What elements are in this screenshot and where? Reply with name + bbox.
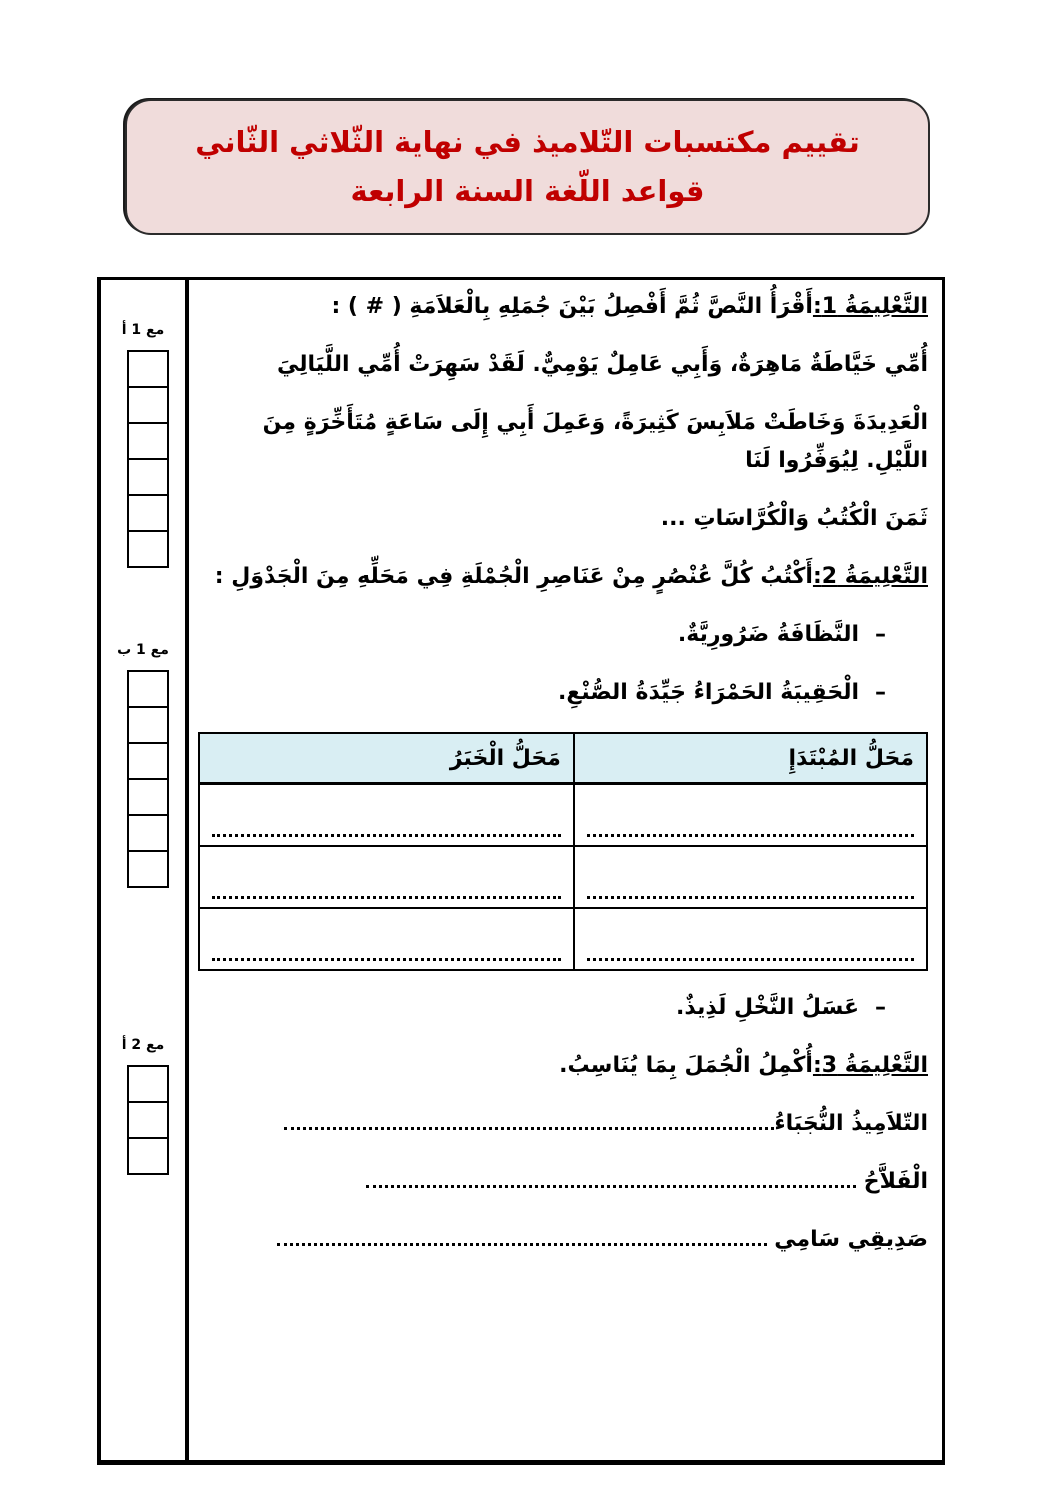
score-group-3 — [101, 1037, 185, 1175]
answer-cell — [574, 784, 927, 847]
answer-cell — [574, 908, 927, 970]
dotted-blank-1 — [284, 1123, 774, 1130]
exercise-3-fill-line-1 — [198, 1105, 928, 1143]
exercise-2-bullet-2-text: الْحَقِيبَةُ الحَمْرَاءُ جَيِّدَةُ الصُّنْعِ. — [557, 680, 859, 705]
score-group-2-boxes — [127, 670, 167, 888]
dash-bullet: – — [875, 680, 886, 705]
exercise-3-heading: التَّعْلِيمَةُ 3: — [812, 1053, 928, 1078]
exercise-1-heading: التَّعْلِيمَةُ 1: — [812, 294, 928, 319]
exercise-1-text-line-2: الْعَدِيدَةَ وَخَاطَتْ مَلاَبِسَ كَثِيرَةً، وَعَمِلَ أَبِي إِلَى سَاعَةٍ مُتَأَخِّرَةٍ مِنَ اللَّيْلِ. لِيُوَفِّرُوا لَنَا — [262, 410, 928, 473]
exercise-2-bullet-1-text: النَّظَافَةُ ضَرُورِيَّةٌ. — [677, 622, 859, 647]
dotted-blank-2 — [366, 1181, 856, 1188]
answer-table-header-row — [199, 733, 927, 784]
exercise-3-fill-line-2 — [198, 1163, 928, 1201]
exercise-2-bullet-3 — [198, 989, 928, 1027]
answer-cell — [199, 784, 574, 847]
exercise-2-bullet-1 — [198, 616, 928, 654]
score-group-3-boxes — [127, 1065, 167, 1175]
score-group-3-label: مع 2 أ — [121, 1037, 165, 1053]
title-line-2: قواعد اللّغة السنة الرابعة — [350, 174, 705, 208]
exercise-1-text-line-1: أُمِّي خَيَّاطَةٌ مَاهِرَةٌ، وَأَبِي عَامِلٌ يَوْمِيٌّ. لَقَدْ سَهِرَتْ أُمِّي اللَّيَالِيَ — [277, 352, 928, 377]
score-group-1-boxes — [127, 350, 167, 568]
score-box — [127, 706, 169, 744]
score-box — [127, 494, 169, 532]
exercise-3-instruction-text: أُكْمِلُ الْجُمَلَ بِمَا يُنَاسِبُ. — [559, 1053, 813, 1078]
content-area — [188, 280, 942, 1460]
score-box — [127, 742, 169, 780]
fill-prompt-3: صَدِيقِي سَامِي — [766, 1227, 928, 1252]
exercise-2-bullet-3-text: عَسَلُ النَّخْلِ لَذِيذٌ. — [676, 995, 859, 1020]
score-box — [127, 778, 169, 816]
dotted-blank-3 — [277, 1239, 767, 1246]
answer-table-row — [199, 908, 927, 970]
score-box — [127, 386, 169, 424]
score-margin-column — [100, 280, 189, 1460]
answer-table-row — [199, 784, 927, 847]
main-frame — [97, 277, 945, 1465]
score-box — [127, 850, 169, 888]
dash-bullet: – — [875, 995, 886, 1020]
dotted-answer-line — [587, 856, 914, 899]
exercise-3-instruction — [198, 1047, 928, 1085]
score-group-1-label: مع 1 أ — [121, 322, 165, 338]
fill-prompt-1: التّلاَمِيذُ النُّجَبَاءُ — [774, 1111, 928, 1136]
fill-prompt-2: الْفَلاَّحُ — [856, 1169, 928, 1194]
score-box — [127, 350, 169, 388]
score-box — [127, 670, 169, 708]
dotted-answer-line — [587, 918, 914, 961]
score-box — [127, 458, 169, 496]
answer-cell — [199, 908, 574, 970]
dash-bullet: – — [875, 622, 886, 647]
dotted-answer-line — [212, 918, 561, 961]
answer-cell — [574, 846, 927, 908]
score-group-2 — [101, 642, 185, 888]
score-box — [127, 1137, 169, 1175]
title-banner — [125, 99, 930, 235]
dotted-answer-line — [587, 794, 914, 837]
answer-table-body — [199, 784, 927, 971]
score-box — [127, 1065, 169, 1103]
exercise-1-text-line-3: ثَمَنَ الْكُتُبُ وَالْكُرَّاسَاتِ ... — [660, 506, 928, 531]
exercise-2-instruction — [198, 558, 928, 596]
score-group-2-label: مع 1 ب — [117, 642, 169, 658]
score-group-1 — [101, 322, 185, 568]
exercise-2-bullet-2 — [198, 674, 928, 712]
score-box — [127, 1101, 169, 1139]
dotted-answer-line — [212, 856, 561, 899]
exercise-2-instruction-text: أَكْتُبُ كُلَّ عُنْصُرٍ مِنْ عَنَاصِرِ الْجُمْلَةِ فِي مَحَلِّهِ مِنَ الْجَدْوَلِ : — [214, 564, 813, 589]
score-box — [127, 530, 169, 568]
header-khabar: مَحَلُّ الْخَبَرُ — [199, 733, 574, 784]
exercise-2-heading: التَّعْلِيمَةُ 2: — [812, 564, 928, 589]
answer-cell — [199, 846, 574, 908]
score-box — [127, 422, 169, 460]
exercise-1-instruction — [198, 288, 928, 326]
dotted-answer-line — [212, 794, 561, 837]
exercise-1-instruction-text: أَقْرَأُ النَّصَّ ثُمَّ أَفْصِلُ بَيْنَ جُمَلِهِ بِالْعَلاَمَةِ ( # ) : — [331, 294, 813, 319]
exercise-3-fill-line-3 — [198, 1221, 928, 1259]
answer-table — [198, 732, 928, 971]
title-line-1: تقييم مكتسبات التّلاميذ في نهاية الثّلاثي الثّاني — [195, 125, 860, 160]
answer-table-row — [199, 846, 927, 908]
header-mubtada: مَحَلُّ المُبْتَدَإِ — [574, 733, 927, 784]
score-box — [127, 814, 169, 852]
